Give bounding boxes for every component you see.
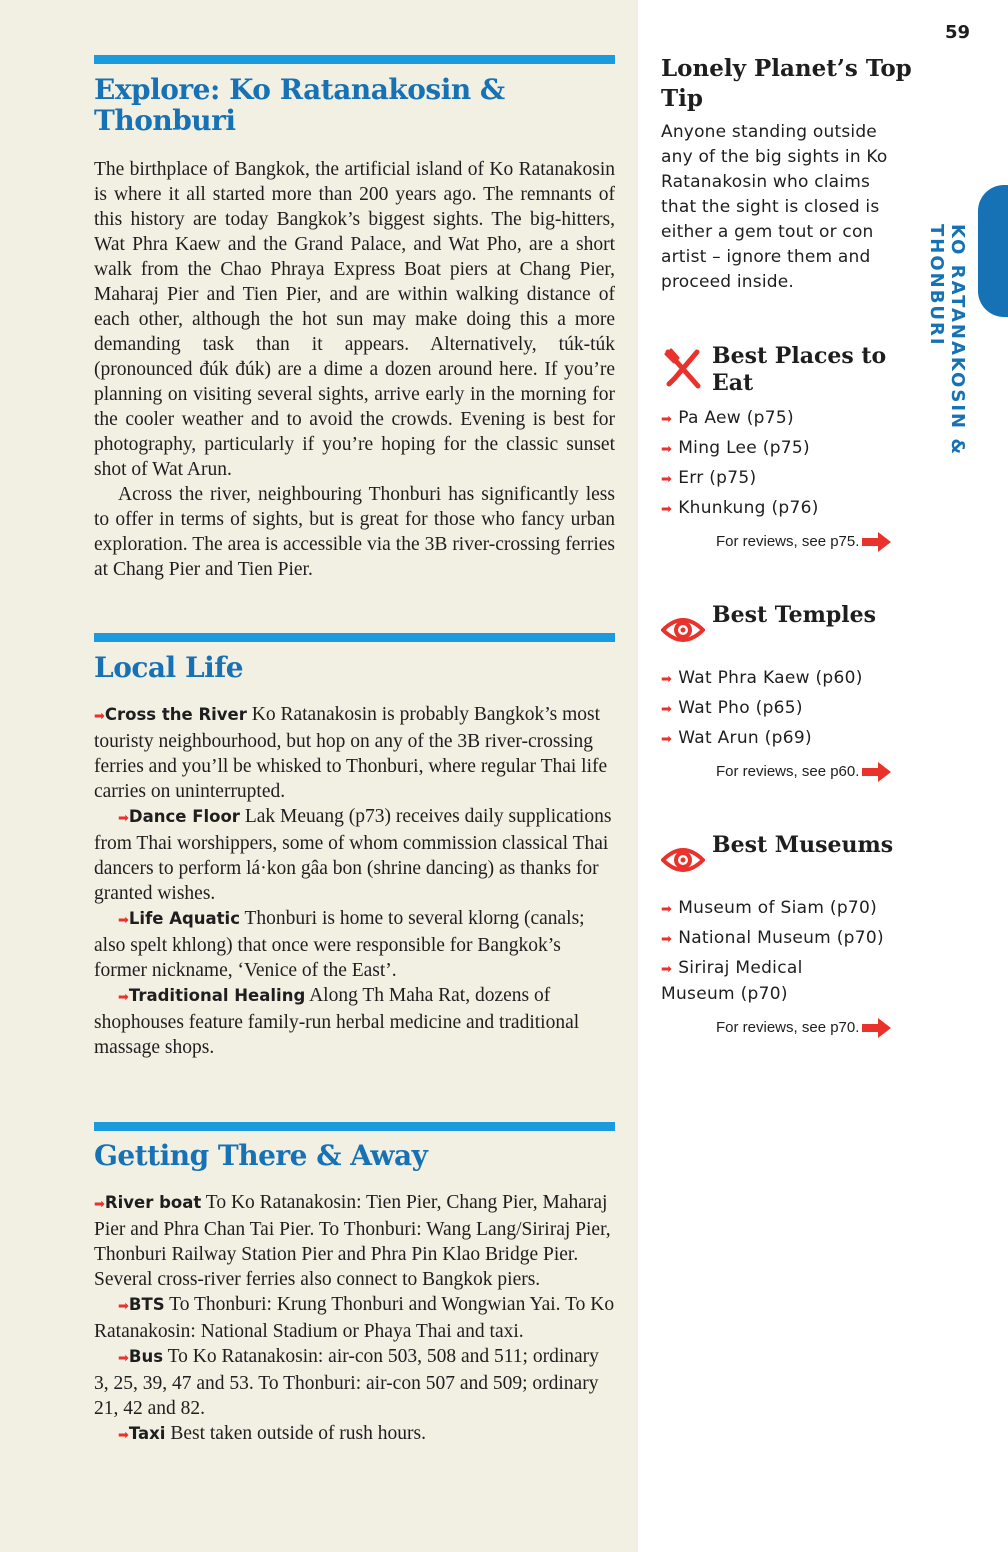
arrow-icon: ➡ [118,1351,129,1366]
arrow-right-icon [862,1017,892,1039]
arrow-icon: ➡ [118,913,129,928]
explore-body [94,157,615,582]
list-item: ➡ Wat Phra Kaew (p60) [661,668,863,688]
list-item: ➡Cross the River Ko Ratanakosin is probably Bangkok’s most touristy neighbourhood, but hop on any of the 3B river-crossing ferries and you’ll be whisked to Thonburi, where regular Thai life carries on uninterrupted. [94,704,608,802]
arrow-icon: ➡ [118,1428,129,1443]
best-temples-heading: Best Temples [712,602,877,628]
arrow-icon: ➡ [118,811,129,826]
best-museums-heading: Best Museums [712,832,894,858]
arrow-icon: ➡ [661,502,673,517]
arrow-icon: ➡ [661,962,673,977]
local-life-list [94,702,615,1060]
section-rule [94,633,615,642]
section-rule [94,55,615,64]
list-item: ➡BTS To Thonburi: Krung Thonburi and Wongwian Yai. To Ko Ratanakosin: National Stadium or Phaya Thai and taxi. [94,1294,615,1342]
best-museums-reviews: For reviews, see p70. [716,1017,916,1039]
arrow-icon: ➡ [118,1299,129,1314]
eye-icon [661,614,705,646]
list-item: ➡ Pa Aew (p75) [661,408,794,428]
list-item: ➡ Museum of Siam (p70) [661,898,878,918]
chapter-side-label: KO RATANAKOSIN & THONBURI [926,224,968,457]
page-number: 59 [944,22,970,43]
eye-icon [661,844,705,876]
arrow-right-icon [862,531,892,553]
local-life-heading: Local Life [94,651,244,684]
list-item: ➡Life Aquatic Thonburi is home to several klorng (canals; also spelt khlong) that once were responsible for Bangkok’s former nickname, ‘Venice of the East’. [94,908,585,981]
top-tip-heading: Lonely Planet’s Top Tip [661,55,912,112]
best-eat-heading: Best Places to Eat [712,343,887,396]
arrow-icon: ➡ [94,1197,105,1212]
section-rule [94,1122,615,1131]
list-item: ➡Traditional Healing Along Th Maha Rat, dozens of shophouses feature family-run herbal medicine and traditional massage shops. [94,985,580,1058]
arrow-icon: ➡ [94,709,105,724]
explore-paragraph-2: Across the river, neighbouring Thonburi has significantly less to offer in terms of sights, but is great for those who fancy urban exploration. The area is accessible via the 3B river-crossing ferries at Chang Pier and Tien Pier. [94,484,615,580]
getting-there-list [94,1190,615,1448]
arrow-icon: ➡ [661,732,673,747]
arrow-icon: ➡ [661,442,673,457]
explore-heading: Explore: Ko Ratanakosin & Thonburi [94,73,505,137]
arrow-icon: ➡ [661,672,673,687]
arrow-icon: ➡ [661,472,673,487]
best-eat-list [661,406,921,526]
best-eat-reviews: For reviews, see p75. [716,531,916,553]
list-item: ➡River boat To Ko Ratanakosin: Tien Pier, Chang Pier, Maharaj Pier and Phra Chan Tai Pier. To Thonburi: Wang Lang/Siriraj Pier, Thonburi Railway Station Pier and Phra Pin Klao Bridge Pier. Several cross-river ferries also connect to Bangkok piers. [94,1192,611,1290]
explore-paragraph-1: The birthplace of Bangkok, the artificial island of Ko Ratanakosin is where it all started more than 200 years ago. The remnants of this history are today Bangkok’s biggest sights. The big-hitters, Wat Phra Kaew and the Grand Palace, and Wat Pho, are a short walk from the Chao Phraya Express Boat piers at Chang Pier, Maharaj Pier and Tien Pier, and are within walking distance of each other, although the hot sun may make doing this a more demanding task than it appears. Alternatively, túk-túk (pronounced đúk đúk) are a dime a dozen around here. If you’re planning on visiting several sights, arrive early in the morning for the cooler weather and to avoid the crowds. Evening is best for photography, particularly if you’re hoping for the classic sunset shot of Wat Arun. [94,159,615,480]
arrow-icon: ➡ [661,902,673,917]
arrow-icon: ➡ [661,702,673,717]
best-museums-list [661,896,911,1011]
list-item: ➡ National Museum (p70) [661,928,884,948]
list-item: ➡ Wat Arun (p69) [661,728,812,748]
list-item: ➡ Siriraj Medical Museum (p70) [661,958,803,1004]
fork-knife-icon [661,348,705,390]
top-tip-text: Anyone standing outside any of the big sights in Ko Ratanakosin who claims that the sight is closed is either a gem tout or con artist – ignore them and proceed inside. [661,122,888,292]
list-item: ➡ Err (p75) [661,468,757,488]
list-item: ➡Dance Floor Lak Meuang (p73) receives daily supplications from Thai worshippers, some of whom commission classical Thai dancers to perform lá·kon gâa bon (shrine dancing) as thanks for granted wishes. [94,806,612,904]
list-item: ➡ Ming Lee (p75) [661,438,810,458]
arrow-right-icon [862,761,892,783]
list-item: ➡Taxi Best taken outside of rush hours. [118,1423,426,1444]
list-item: ➡Bus To Ko Ratanakosin: air-con 503, 508 and 511; ordinary 3, 25, 39, 47 and 53. To Thonburi: air-con 507 and 509; ordinary 21, 42 and 82. [94,1346,599,1419]
arrow-icon: ➡ [661,932,673,947]
arrow-icon: ➡ [118,990,129,1005]
list-item: ➡ Wat Pho (p65) [661,698,803,718]
getting-there-heading: Getting There & Away [94,1139,428,1172]
best-temples-reviews: For reviews, see p60. [716,761,916,783]
arrow-icon: ➡ [661,412,673,427]
chapter-tab [978,185,1008,317]
list-item: ➡ Khunkung (p76) [661,498,819,518]
best-temples-list [661,666,921,756]
